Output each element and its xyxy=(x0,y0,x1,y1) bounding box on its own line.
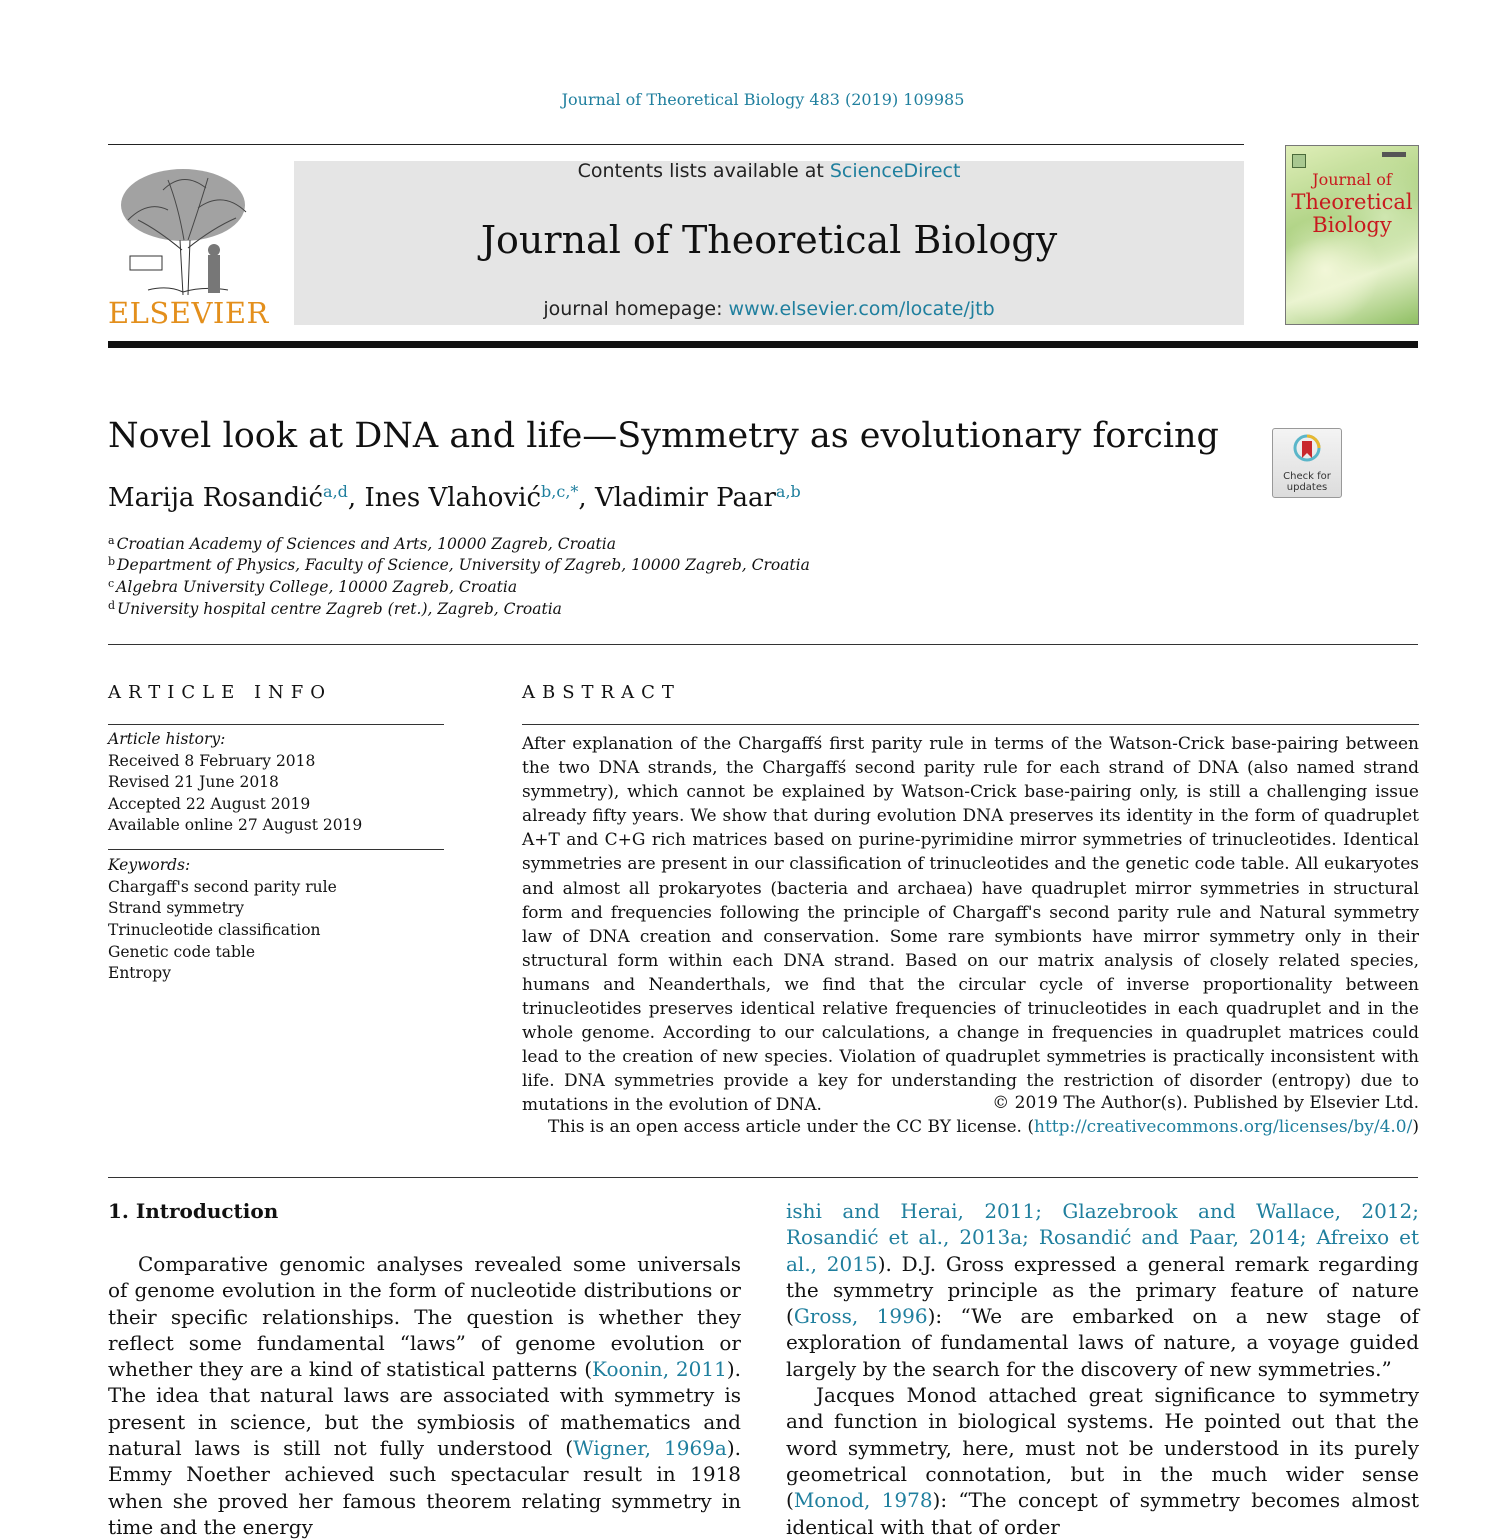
body-text: ): “We are embarked on a new stage of exploration of fundamental laws of nature, a voyage guided largely by the search for the discovery of new symmetries.” xyxy=(786,1304,1419,1381)
homepage-line xyxy=(294,298,1244,320)
affiliation-text: Algebra University College, 10000 Zagreb, Croatia xyxy=(116,578,518,596)
citation-link[interactable]: Gross, 1996 xyxy=(793,1304,928,1329)
license-suffix: ) xyxy=(1412,1117,1419,1137)
article-info-heading: ARTICLE INFO xyxy=(108,682,333,703)
body-text: ). D.J. Gross expressed a general remark regarding the symmetry principle as the primary feature of nature ( xyxy=(786,1251,1419,1329)
history-label: Article history: xyxy=(108,730,226,748)
author-name[interactable]: Marija Rosandić xyxy=(108,483,324,513)
citation-link[interactable]: Monod, 1978 xyxy=(793,1488,933,1513)
check-for-updates-label: Check for updates xyxy=(1283,471,1331,493)
cover-title-line3: Biology xyxy=(1312,213,1392,237)
citation-link[interactable]: Koonin, 2011 xyxy=(592,1357,727,1382)
contents-prefix: Contents lists available at xyxy=(577,160,830,182)
body-column-right xyxy=(786,1198,1419,1540)
cover-stamp-icon xyxy=(1292,154,1306,168)
citation-link[interactable]: ishi and Herai, 2011; Glazebrook and Wallace, 2012; Rosandić et al., 2013a; Rosandić and Paar, 2014; Afreixo et al., 2015 xyxy=(786,1199,1419,1276)
homepage-link[interactable]: www.elsevier.com/locate/jtb xyxy=(728,298,995,320)
elsevier-wordmark[interactable]: ELSEVIER xyxy=(108,296,269,330)
body-text: ). The idea that natural laws are associated with symmetry is present in science, but the symbiosis of mathematics and natural laws is still not fully understood ( xyxy=(108,1357,741,1461)
intro-paragraph xyxy=(786,1382,1419,1540)
cover-title-line2: Theoretical xyxy=(1291,190,1413,214)
affiliation-text: Croatian Academy of Sciences and Arts, 10000 Zagreb, Croatia xyxy=(116,535,616,553)
license-line xyxy=(522,1117,1419,1137)
history-item: Available online 27 August 2019 xyxy=(108,816,363,834)
author-affil-marks[interactable]: b,c,* xyxy=(541,482,579,501)
history-item: Received 8 February 2018 xyxy=(108,752,316,770)
keyword-item: Strand symmetry xyxy=(108,899,245,917)
author-affil-marks[interactable]: a,d xyxy=(323,482,348,501)
affiliation-mark: b xyxy=(108,555,116,568)
author-affil-marks[interactable]: a,b xyxy=(775,482,801,501)
affiliation-mark: c xyxy=(108,577,115,590)
cover-title-line1: Journal of xyxy=(1312,170,1392,189)
check-for-updates-button[interactable] xyxy=(1272,428,1342,498)
keyword-item: Chargaff's second parity rule xyxy=(108,878,337,896)
affiliation-mark: a xyxy=(108,534,115,547)
intro-paragraph xyxy=(786,1198,1419,1382)
history-item: Accepted 22 August 2019 xyxy=(108,795,311,813)
homepage-prefix: journal homepage: xyxy=(543,298,729,320)
body-text: ): “The concept of symmetry becomes almost identical with that of order xyxy=(786,1488,1419,1539)
affiliation xyxy=(108,534,616,553)
copyright-line: © 2019 The Author(s). Published by Elsevier Ltd. xyxy=(992,1093,1419,1113)
title-block-rule xyxy=(108,644,1418,645)
body-text: Jacques Monod attached great significance to symmetry and function in biological systems. He pointed out that the word symmetry, here, must not be understood in its purely geometrical connotation, but in the much wider sense ( xyxy=(786,1383,1419,1513)
keyword-item: Trinucleotide classification xyxy=(108,921,321,939)
section-heading: 1. Introduction xyxy=(108,1199,279,1223)
article-info-rule xyxy=(108,724,444,725)
keywords-rule xyxy=(108,849,444,850)
body-rule xyxy=(108,1177,1418,1178)
contents-line xyxy=(294,160,1244,182)
sciencedirect-link[interactable]: ScienceDirect xyxy=(829,160,961,182)
license-link[interactable]: http://creativecommons.org/licenses/by/4.0/ xyxy=(1034,1117,1413,1137)
header-rule xyxy=(108,144,1244,145)
affiliation xyxy=(108,599,562,618)
affiliation-text: University hospital centre Zagreb (ret.), Zagreb, Croatia xyxy=(117,600,562,618)
cover-title xyxy=(1286,168,1418,237)
journal-cover[interactable] xyxy=(1285,145,1419,325)
journal-name: Journal of Theoretical Biology xyxy=(480,218,1058,262)
affiliation xyxy=(108,577,517,596)
author-name[interactable]: Ines Vlahović xyxy=(364,483,542,513)
abstract-rule xyxy=(522,724,1419,725)
affiliation xyxy=(108,555,810,574)
bookmark-icon xyxy=(1293,434,1321,468)
body-text: ). Emmy Noether achieved such spectacular result in 1918 when she proved her famous theorem relating symmetry in time and the energy xyxy=(108,1436,741,1539)
abstract-text: After explanation of the Chargaffś first parity rule in terms of the Watson-Crick base-pairing between the two DNA strands, the Chargaffś second parity rule for each strand of DNA (also named strand symmetry), which cannot be explained by Watson-Crick base-pairing only, is still a challenging issue already fifty years. We show that during evolution DNA preserves its identity in the form of quadruplet A+T and C+G rich matrices based on purine-pyrimidine mirror symmetries of trinucleotides. Identical symmetries are present in our classification of trinucleotides and the genetic code table. All eukaryotes and almost all prokaryotes (bacteria and archaea) have quadruplet mirror symmetries in structural form and frequencies following the principle of Chargaff's second parity rule and Natural symmetry law of DNA creation and conservation. Some rare symbionts have mirror symmetry only in their structural form within each DNA strand. Based on our matrix analysis of closely related species, humans and Neanderthals, we find that the circular cycle of inverse proportionality between trinucleotides preserves identical relative frequencies of trinucleotides in each quadruplet and in the whole genome. According to our calculations, a change in frequencies in quadruplet matrices could lead to the creation of new species. Violation of quadruplet symmetries is practically inconsistent with life. DNA symmetries provide a key for understanding the restriction of disorder (entropy) due to mutations in the evolution of DNA. xyxy=(522,734,1419,1116)
cover-barcode-icon xyxy=(1382,152,1406,157)
author-list: Marija Rosandić$^{a,d}$, Ines Vlahović$^{b,c,*}$, Vladimir Paar$^{a,b}$ xyxy=(108,482,801,513)
journal-citation[interactable]: Journal of Theoretical Biology 483 (2019) 109985 xyxy=(561,90,965,109)
intro-paragraph xyxy=(108,1251,741,1540)
license-prefix: This is an open access article under the CC BY license. ( xyxy=(548,1117,1034,1137)
keyword-item: Entropy xyxy=(108,964,171,982)
history-item: Revised 21 June 2018 xyxy=(108,773,279,791)
keywords-label: Keywords: xyxy=(108,856,191,874)
citation-link[interactable]: Wigner, 1969a xyxy=(573,1436,727,1461)
article-title: Novel look at DNA and life—Symmetry as evolutionary forcing xyxy=(108,416,1219,456)
keyword-item: Genetic code table xyxy=(108,943,256,961)
abstract-heading: ABSTRACT xyxy=(522,682,681,703)
affiliation-mark: d xyxy=(108,599,116,612)
header-thick-rule xyxy=(108,341,1418,348)
affiliation-text: Department of Physics, Faculty of Science, University of Zagreb, 10000 Zagreb, Croatia xyxy=(117,556,810,574)
body-text: Comparative genomic analyses revealed some universals of genome evolution in the form of nucleotide distributions or their specific relationships. The question is whether they reflect some fundamental “laws” of genome evolution or whether they are a kind of statistical patterns ( xyxy=(108,1252,741,1382)
body-column-left xyxy=(108,1251,741,1540)
author-name[interactable]: Vladimir Paar xyxy=(594,483,776,513)
